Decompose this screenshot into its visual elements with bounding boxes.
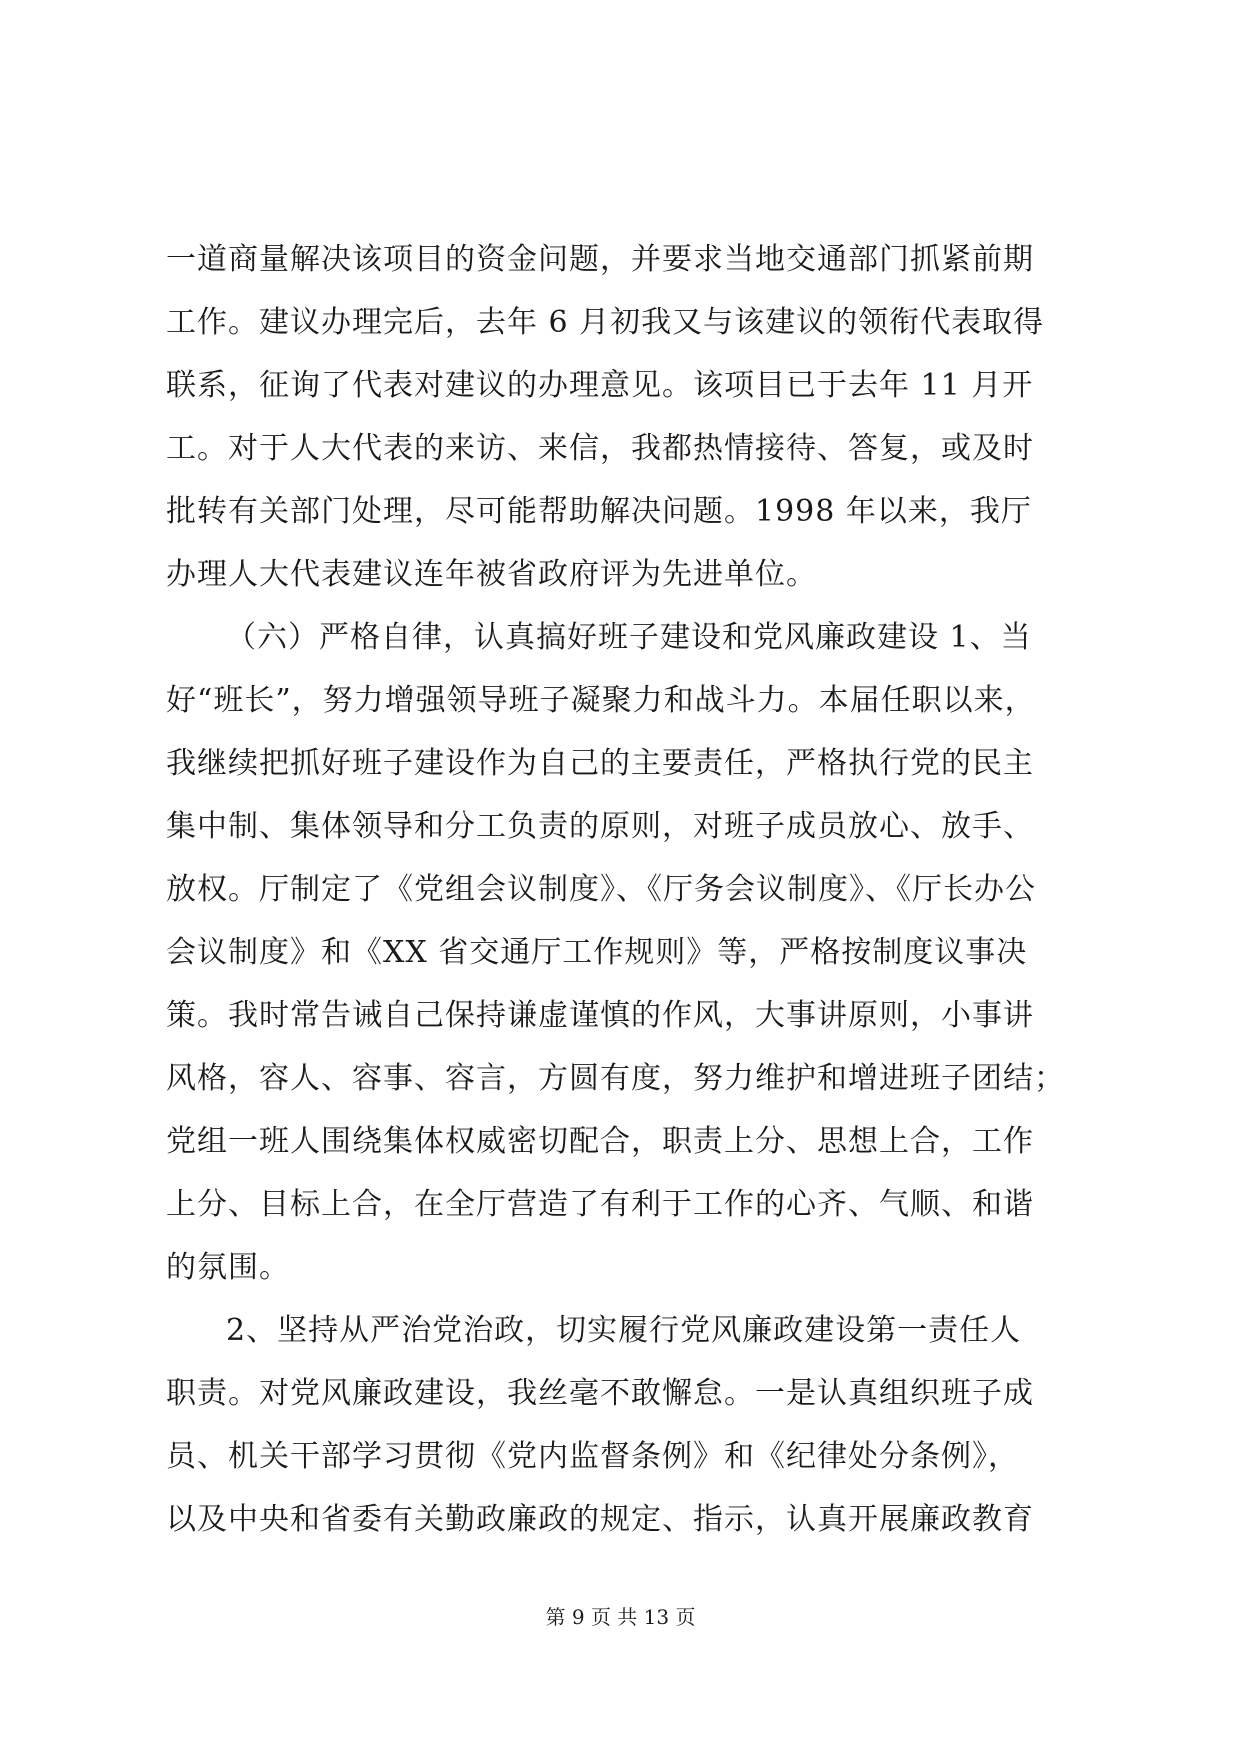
text-line: 的氛围。	[166, 1250, 290, 1285]
text-line: 策。我时常告诫自己保持谦虚谨慎的作风，大事讲原则，小事讲	[166, 998, 1034, 1033]
page-footer	[0, 1603, 1241, 1631]
text-line: 我继续把抓好班子建设作为自己的主要责任，严格执行党的民主	[166, 746, 1034, 781]
paragraph-1	[166, 228, 1080, 606]
text-line: 批转有关部门处理，尽可能帮助解决问题。1998 年以来，我厅	[166, 494, 1032, 529]
text-line: 2、坚持从严治党治政，切实履行党风廉政建设第一责任人	[226, 1313, 1022, 1348]
text-line: 联系，征询了代表对建议的办理意见。该项目已于去年 11 月开	[166, 368, 1034, 403]
text-line: 放权。厅制定了《党组会议制度》、《厅务会议制度》、《厅长办公	[166, 872, 1036, 907]
text-line: 党组一班人围绕集体权威密切配合，职责上分、思想上合，工作	[166, 1124, 1034, 1159]
text-line: 工作。建议办理完后，去年 6 月初我又与该建议的领衔代表取得	[166, 305, 1045, 340]
text-line: 员、机关干部学习贯彻《党内监督条例》和《纪律处分条例》，	[166, 1439, 1019, 1474]
document-body	[166, 228, 1080, 1551]
text-line: 以及中央和省委有关勤政廉政的规定、指示，认真开展廉政教育	[166, 1502, 1034, 1537]
text-line: 一道商量解决该项目的资金问题，并要求当地交通部门抓紧前期	[166, 242, 1034, 277]
text-line: 办理人大代表建议连年被省政府评为先进单位。	[166, 557, 817, 592]
text-line: 职责。对党风廉政建设，我丝毫不敢懈怠。一是认真组织班子成	[166, 1376, 1034, 1411]
paragraph-2	[166, 606, 1080, 1299]
text-line: 好“班长”，努力增强领导班子凝聚力和战斗力。本届任职以来，	[166, 683, 1036, 718]
text-line: 工。对于人大代表的来访、来信，我都热情接待、答复，或及时	[166, 431, 1034, 466]
text-line: 上分、目标上合，在全厅营造了有利于工作的心齐、气顺、和谐	[166, 1187, 1034, 1222]
text-line: 会议制度》和《XX 省交通厅工作规则》等，严格按制度议事决	[166, 935, 1028, 970]
text-line: 风格，容人、容事、容言，方圆有度，努力维护和增进班子团结；	[166, 1061, 1065, 1096]
text-line: （六）严格自律，认真搞好班子建设和党风廉政建设 1、当	[226, 620, 1032, 655]
paragraph-3	[166, 1299, 1080, 1551]
text-line: 集中制、集体领导和分工负责的原则，对班子成员放心、放手、	[166, 809, 1034, 844]
page-number-label: 第 9 页 共 13 页	[545, 1605, 696, 1629]
